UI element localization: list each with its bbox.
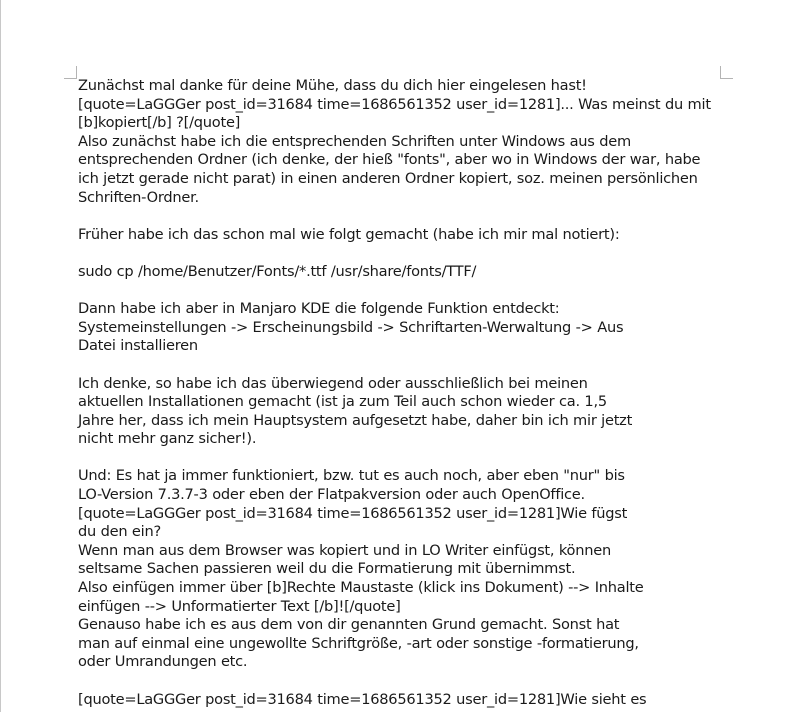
text-line: Und: Es hat ja immer funktioniert, bzw. tut es auch noch, aber eben "nur" bis <box>78 467 625 485</box>
document-body-text[interactable] <box>78 77 728 709</box>
text-line: Zunächst mal danke für deine Mühe, dass du dich hier eingelesen hast! <box>78 77 587 94</box>
text-line: seltsame Sachen passieren weil du die Formatierung mit übernimmst. <box>78 560 576 578</box>
blank-line <box>78 672 728 691</box>
text-line: entsprechenden Ordner (ich denke, der hieß "fonts", aber wo in Windows der war, habe <box>78 151 701 169</box>
text-line: Datei installieren <box>78 337 198 355</box>
page-left-edge <box>0 0 1 712</box>
text-boundary-corner-top-left <box>64 66 77 79</box>
text-line: Systemeinstellungen -> Erscheinungsbild -> Schriftarten-Werwaltung -> Aus <box>78 318 624 336</box>
text-line: sudo cp /home/Benutzer/Fonts/*.ttf /usr/share/fonts/TTF/ <box>78 262 477 280</box>
text-line: [quote=LaGGGer post_id=31684 time=1686561352 user_id=1281]Wie fügst <box>78 504 628 522</box>
text-line: Wenn man aus dem Browser was kopiert und in LO Writer einfügst, können <box>78 541 611 559</box>
text-line: LO-Version 7.3.7-3 oder eben der Flatpakversion oder auch OpenOffice. <box>78 486 585 504</box>
text-line: Ich denke, so habe ich das überwiegend oder ausschließlich bei meinen <box>78 374 588 392</box>
blank-line <box>78 207 728 226</box>
blank-line <box>78 244 728 263</box>
text-line: [b]kopiert[/b] ?[/quote] <box>78 114 241 132</box>
blank-line <box>78 282 728 301</box>
text-line: Also zunächst habe ich die entsprechenden Schriften unter Windows aus dem <box>78 132 631 150</box>
text-line: oder Umrandungen etc. <box>78 653 248 671</box>
text-line: Genauso habe ich es aus dem von dir genannten Grund gemacht. Sonst hat <box>78 616 620 634</box>
text-line: nicht mehr ganz sicher!). <box>78 430 257 448</box>
text-line: Jahre her, dass ich mein Hauptsystem aufgesetzt habe, daher bin ich mir jetzt <box>78 411 633 429</box>
blank-line <box>78 449 728 468</box>
text-line: Früher habe ich das schon mal wie folgt gemacht (habe ich mir mal notiert): <box>78 225 620 243</box>
text-line: Dann habe ich aber in Manjaro KDE die folgende Funktion entdeckt: <box>78 300 560 318</box>
text-line: Schriften-Ordner. <box>78 188 199 206</box>
text-line: ich jetzt gerade nicht parat) in einen anderen Ordner kopiert, soz. meinen persönlichen <box>78 169 698 187</box>
text-line: man auf einmal eine ungewollte Schriftgröße, -art oder sonstige -formatierung, <box>78 634 639 652</box>
text-line: aktuellen Installationen gemacht (ist ja zum Teil auch schon wieder ca. 1,5 <box>78 393 607 411</box>
text-line: einfügen --> Unformatierter Text [/b]![/quote] <box>78 597 401 615</box>
blank-line <box>78 356 728 375</box>
text-line: [quote=LaGGGer post_id=31684 time=1686561352 user_id=1281]... Was meinst du mit <box>78 95 711 113</box>
text-line: du den ein? <box>78 523 161 541</box>
text-line: [quote=LaGGGer post_id=31684 time=1686561352 user_id=1281]Wie sieht es <box>78 690 647 708</box>
text-line: Also einfügen immer über [b]Rechte Maustaste (klick ins Dokument) --> Inhalte <box>78 579 644 597</box>
